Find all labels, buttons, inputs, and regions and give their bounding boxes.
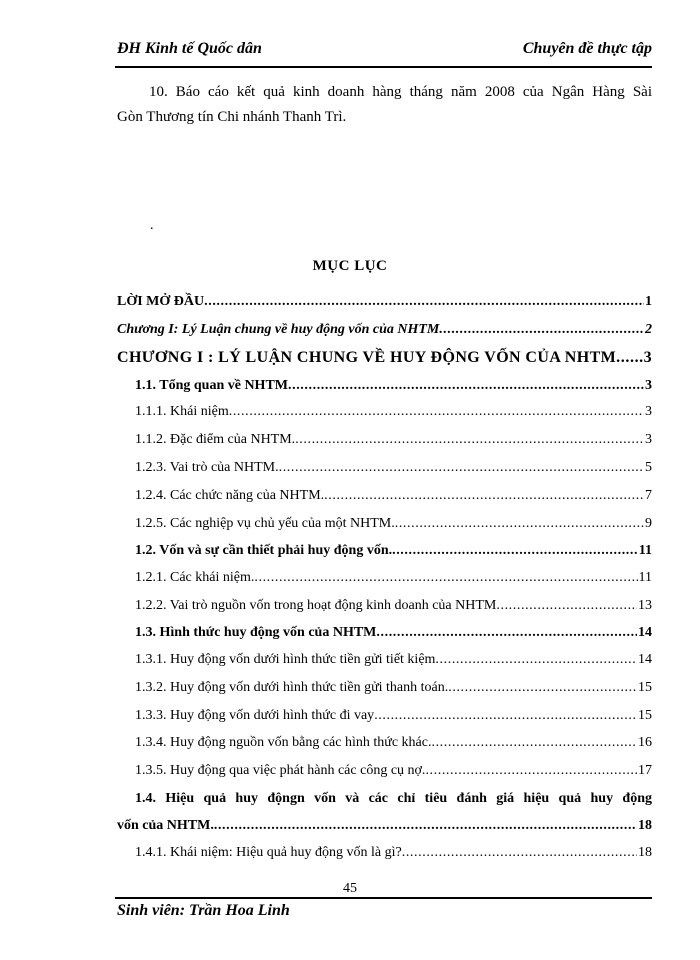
toc-leader [324,484,644,508]
toc-leader [288,374,644,398]
toc-title: MỤC LỤC [312,258,388,274]
toc-entry-label: 1.2.4. Các chức năng của NHTM. [135,488,325,503]
stray-mark: . [150,218,154,233]
toc-entry-page: 3 [645,378,652,393]
header-document-type: Chuyên đề thực tập [522,40,652,57]
toc-entry-page: 2 [645,322,652,337]
toc-leader [435,648,637,672]
toc-leader [616,346,642,370]
toc-entry-page: 3 [643,349,652,366]
toc-entry-section-1-4[interactable] [117,814,652,838]
toc-entry-1-3-1[interactable] [135,648,652,672]
toc-entry-page: 13 [638,598,652,613]
toc-entry-page: 18 [638,818,652,833]
toc-entry-chapter-1[interactable] [117,346,652,370]
toc-entry-section-1-1[interactable] [135,374,652,398]
toc-entry-1-2-1[interactable] [135,566,652,590]
toc-entry-chapter-italic[interactable] [117,318,652,342]
toc-entry-label: 1.3.4. Huy động nguồn vốn bằng các hình thức khác. [135,735,432,750]
toc-leader [448,676,637,700]
toc-entry-page: 14 [638,652,652,667]
toc-leader [295,428,644,452]
toc-leader [439,318,644,342]
toc-entry-1-3-4[interactable] [135,731,652,755]
toc-entry-page: 15 [638,708,652,723]
toc-leader [431,731,637,755]
toc-entry-label: 1.2.2. Vai trò nguồn vốn trong hoạt động kinh doanh của NHTM [135,598,497,613]
toc-entry-label: 1.3.5. Huy động qua việc phát hành các công cụ nợ. [135,763,426,778]
toc-entry-1-3-5[interactable] [135,759,652,783]
reference-line-2: Gòn Thương tín Chi nhánh Thanh Trì. [117,109,347,125]
toc-entry-1-1-2[interactable] [135,428,652,452]
toc-entry-page: 7 [645,488,652,503]
toc-entry-section-1-3[interactable] [135,621,652,645]
toc-entry-label: vốn của NHTM. [117,818,214,833]
toc-entry-page: 18 [638,845,652,860]
page-number: 45 [343,881,357,896]
toc-entry-page: 3 [645,404,652,419]
toc-entry-label: 1.2.1. Các khái niệm. [135,570,255,585]
toc-leader [395,512,644,536]
toc-entry-label: 1.3.2. Huy động vốn dưới hình thức tiền gửi thanh toán. [135,680,449,695]
toc-leader [496,594,637,618]
toc-entry-label: 1.2.3. Vai trò của NHTM. [135,460,279,475]
toc-entry-1-3-2[interactable] [135,676,652,700]
toc-entry-page: 17 [638,763,652,778]
toc-leader [204,290,644,314]
toc-entry-section-1-4-line1[interactable]: 1.4. Hiệu quả huy độngn vốn và các chỉ tiêu đánh giá hiệu quả huy động [135,791,652,806]
toc-leader [425,759,637,783]
toc-entry-label: CHƯƠNG I : LÝ LUẬN CHUNG VỀ HUY ĐỘNG VỐN CỦA NHTM [117,349,617,366]
toc-entry-page: 9 [645,516,652,531]
toc-entry-1-2-3[interactable] [135,456,652,480]
toc-entry-section-1-2[interactable] [135,539,652,563]
toc-leader [254,566,637,590]
toc-entry-intro[interactable] [117,290,652,314]
toc-entry-page: 1 [645,294,652,309]
toc-entry-label: 1.3. Hình thức huy động vốn của NHTM [135,625,377,640]
toc-leader [214,814,637,838]
toc-entry-1-2-2[interactable] [135,594,652,618]
toc-entry-label: Chương I: Lý Luận chung về huy động vốn của NHTM [117,322,440,337]
toc-entry-label: 1.1. Tổng quan về NHTM [135,378,288,393]
toc-entry-1-4-1[interactable] [135,841,652,865]
toc-entry-label: 1.2. Vốn và sự cần thiết phải huy động vốn. [135,543,393,558]
toc-entry-label: 1.1.1. Khái niệm [135,404,229,419]
toc-entry-label: 1.3.1. Huy động vốn dưới hình thức tiền gửi tiết kiệm [135,652,436,667]
toc-entry-1-2-4[interactable] [135,484,652,508]
toc-entry-1-3-3[interactable] [135,704,652,728]
header-rule [115,66,652,68]
toc-entry-page: 11 [638,570,652,585]
toc-entry-label: 1.2.5. Các nghiệp vụ chủ yếu của một NHTM. [135,516,395,531]
header-school-name: ĐH Kinh tế Quốc dân [117,40,262,57]
toc-entry-label: 1.1.2. Đặc điểm của NHTM. [135,432,296,447]
toc-entry-page: 15 [638,680,652,695]
footer-rule [115,897,652,899]
toc-entry-page: 3 [645,432,652,447]
reference-line-1: 10. Báo cáo kết quả kinh doanh hàng tháng năm 2008 của Ngân Hàng Sài [149,84,652,100]
toc-entry-page: 14 [638,625,652,640]
toc-entry-label: 1.4.1. Khái niệm: Hiệu quả huy động vốn là gì? [135,845,402,860]
toc-leader [229,400,644,424]
toc-leader [402,841,637,865]
toc-entry-page: 5 [645,460,652,475]
toc-entry-page: 11 [638,543,652,558]
footer-author: Sinh viên: Trần Hoa Linh [117,902,290,919]
toc-entry-1-2-5[interactable] [135,512,652,536]
toc-leader [374,704,637,728]
toc-leader [392,539,638,563]
toc-entry-page: 16 [638,735,652,750]
toc-leader [279,456,644,480]
toc-entry-label: 1.3.3. Huy động vốn dưới hình thức đi vay [135,708,375,723]
toc-entry-1-1-1[interactable] [135,400,652,424]
toc-entry-label: LỜI MỞ ĐẦU [117,294,205,309]
toc-leader [376,621,637,645]
